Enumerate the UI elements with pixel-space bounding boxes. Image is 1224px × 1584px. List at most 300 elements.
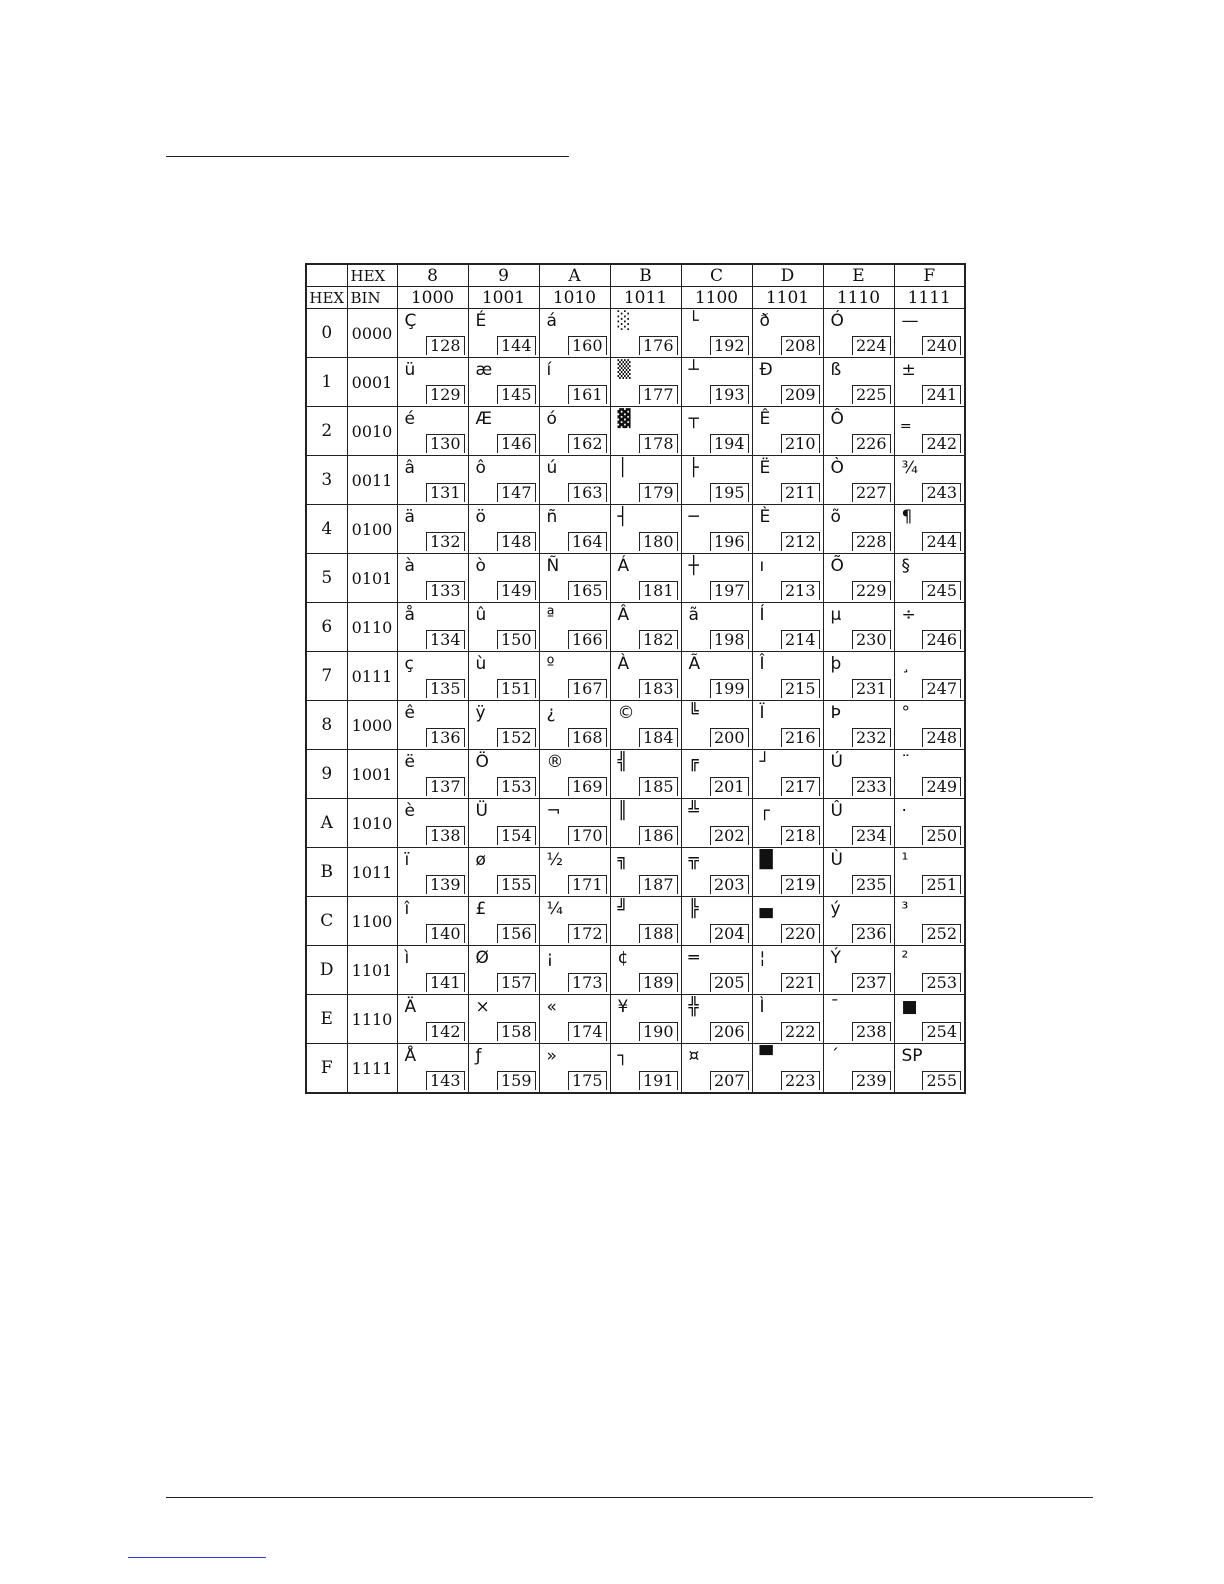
character-glyph: Û [830,801,843,821]
character-glyph: ù [475,654,487,674]
character-glyph: é [404,409,415,429]
decimal-code: 148 [497,532,536,551]
character-glyph: Đ [759,360,773,380]
character-glyph: ö [475,507,486,527]
decimal-code: 209 [781,385,820,404]
decimal-code: 220 [781,924,820,943]
decimal-code: 215 [781,679,820,698]
decimal-code: 180 [639,532,678,551]
character-glyph: ╦ [688,850,699,870]
char-cell [752,799,823,848]
decimal-code: 179 [639,483,678,502]
char-cell [397,946,468,995]
decimal-code: 147 [497,483,536,502]
character-glyph: ƒ [475,1046,482,1066]
decimal-code: 239 [852,1071,891,1090]
decimal-code: 228 [852,532,891,551]
char-cell [681,750,752,799]
decimal-code: 131 [426,483,465,502]
character-glyph: ú [546,458,558,478]
character-glyph: Á [617,556,630,576]
decimal-code: 167 [568,679,607,698]
char-cell [894,505,965,554]
character-glyph: Í [759,605,765,625]
char-cell [894,799,965,848]
decimal-code: 182 [639,630,678,649]
character-glyph: ╠ [688,899,699,919]
decimal-code: 202 [710,826,749,845]
table-row [306,309,965,358]
row-bin-label: 0000 [347,309,397,358]
char-cell [397,652,468,701]
decimal-code: 159 [497,1071,536,1090]
decimal-code: 188 [639,924,678,943]
table-row [306,505,965,554]
character-glyph: ═ [688,948,699,968]
character-glyph: ¹ [901,850,909,870]
char-cell [823,505,894,554]
decimal-code: 222 [781,1022,820,1041]
char-cell [752,848,823,897]
decimal-code: 175 [568,1071,607,1090]
decimal-code: 141 [426,973,465,992]
decimal-code: 164 [568,532,607,551]
table-row [306,701,965,750]
character-glyph: Þ [830,703,841,723]
row-hex-label: 8 [306,701,347,750]
char-cell [681,701,752,750]
table-row [306,799,965,848]
char-cell [610,750,681,799]
decimal-code: 218 [781,826,820,845]
code-page-table [305,263,966,1094]
character-glyph: ç [404,654,414,674]
column-bin-header: 1100 [681,287,752,309]
character-glyph: ì [404,948,410,968]
char-cell [610,358,681,407]
char-cell [894,456,965,505]
char-cell [539,358,610,407]
char-cell [894,701,965,750]
decimal-code: 168 [568,728,607,747]
decimal-code: 233 [852,777,891,796]
char-cell [823,554,894,603]
char-cell [752,750,823,799]
corner-hex-label: HEX [347,264,397,287]
char-cell [894,1044,965,1094]
column-bin-header: 1001 [468,287,539,309]
character-glyph: £ [475,899,487,919]
decimal-code: 197 [710,581,749,600]
char-cell [397,897,468,946]
row-bin-label: 1011 [347,848,397,897]
decimal-code: 236 [852,924,891,943]
decimal-code: 246 [922,630,961,649]
char-cell [681,1044,752,1094]
character-glyph: î [404,899,410,919]
column-bin-header: 1010 [539,287,610,309]
decimal-code: 254 [922,1022,961,1041]
character-glyph: ╬ [688,997,699,1017]
char-cell [539,456,610,505]
character-glyph: Ü [475,801,488,821]
decimal-code: 138 [426,826,465,845]
table-row [306,848,965,897]
character-glyph: ¦ [759,948,766,968]
decimal-code: 203 [710,875,749,894]
decimal-code: 200 [710,728,749,747]
char-cell [397,848,468,897]
table-row [306,603,965,652]
char-cell [681,652,752,701]
char-cell [894,603,965,652]
char-cell [539,701,610,750]
char-cell [752,652,823,701]
row-bin-label: 1001 [347,750,397,799]
char-cell [468,603,539,652]
char-cell [539,505,610,554]
char-cell [397,505,468,554]
row-bin-label: 0111 [347,652,397,701]
character-glyph: Ý [830,948,841,968]
char-cell [397,701,468,750]
char-cell [823,946,894,995]
character-glyph: Ñ [546,556,560,576]
decimal-code: 240 [922,336,961,355]
decimal-code: 137 [426,777,465,796]
char-cell [468,358,539,407]
character-glyph: § [901,556,910,576]
decimal-code: 190 [639,1022,678,1041]
table-row [306,652,965,701]
table-row [306,897,965,946]
column-hex-header: D [752,264,823,287]
decimal-code: 198 [710,630,749,649]
char-cell [752,701,823,750]
char-cell [468,1044,539,1094]
column-hex-header: E [823,264,894,287]
char-cell [823,750,894,799]
character-glyph: ı [759,556,765,576]
character-glyph: Ê [759,409,771,429]
character-glyph: ² [901,948,909,968]
char-cell [397,309,468,358]
char-cell [894,554,965,603]
char-cell [752,505,823,554]
character-glyph: û [475,605,487,625]
char-cell [397,456,468,505]
decimal-code: 250 [922,826,961,845]
row-hex-header: HEX [306,287,347,309]
column-hex-header: A [539,264,610,287]
character-glyph: ╚ [688,703,699,723]
character-glyph: Ó [830,311,844,331]
decimal-code: 171 [568,875,607,894]
column-hex-header: F [894,264,965,287]
decimal-code: 133 [426,581,465,600]
decimal-code: 192 [710,336,749,355]
decimal-code: 150 [497,630,536,649]
character-glyph: ┤ [617,507,628,527]
character-glyph: ï [404,850,410,870]
table-row [306,946,965,995]
corner-bin-label: BIN [347,287,397,309]
decimal-code: 172 [568,924,607,943]
character-glyph: ╗ [617,850,628,870]
footer-link-underline [128,1557,266,1558]
character-glyph: ª [546,605,555,625]
decimal-code: 129 [426,385,465,404]
decimal-code: 130 [426,434,465,453]
character-glyph: Ï [759,703,765,723]
decimal-code: 176 [639,336,678,355]
char-cell [894,946,965,995]
column-bin-header: 1111 [894,287,965,309]
char-cell [681,456,752,505]
char-cell [539,1044,610,1094]
decimal-code: 199 [710,679,749,698]
decimal-code: 146 [497,434,536,453]
char-cell [681,799,752,848]
row-bin-label: 0110 [347,603,397,652]
character-glyph: × [475,997,490,1017]
char-cell [468,701,539,750]
character-glyph: ñ [546,507,558,527]
column-hex-header: 9 [468,264,539,287]
character-glyph: Ò [830,458,844,478]
row-bin-label: 1110 [347,995,397,1044]
char-cell [468,750,539,799]
char-cell [823,701,894,750]
decimal-code: 253 [922,973,961,992]
row-hex-label: 6 [306,603,347,652]
char-cell [681,897,752,946]
row-hex-label: F [306,1044,347,1094]
character-glyph: ð [759,311,770,331]
character-glyph: ¬ [546,801,561,821]
character-glyph: ¼ [546,899,563,919]
character-glyph: └ [688,311,699,331]
decimal-code: 185 [639,777,678,796]
character-glyph: ¶ [901,507,913,527]
decimal-code: 156 [497,924,536,943]
char-cell [894,407,965,456]
decimal-code: 219 [781,875,820,894]
decimal-code: 244 [922,532,961,551]
decimal-code: 225 [852,385,891,404]
char-cell [681,505,752,554]
char-cell [752,407,823,456]
decimal-code: 142 [426,1022,465,1041]
char-cell [610,701,681,750]
character-glyph: ô [475,458,486,478]
decimal-code: 163 [568,483,607,502]
char-cell [468,995,539,1044]
character-glyph: ® [546,752,564,772]
char-cell [468,456,539,505]
char-cell [894,897,965,946]
character-glyph: æ [475,360,493,380]
row-bin-label: 0101 [347,554,397,603]
char-cell [468,554,539,603]
char-cell [610,799,681,848]
char-cell [539,750,610,799]
character-glyph: ¨ [901,752,910,772]
decimal-code: 136 [426,728,465,747]
table-row [306,750,965,799]
character-glyph: ´ [830,1046,839,1066]
char-cell [539,848,610,897]
char-cell [397,358,468,407]
decimal-code: 248 [922,728,961,747]
char-cell [468,799,539,848]
char-cell [681,603,752,652]
decimal-code: 226 [852,434,891,453]
character-glyph: ë [404,752,415,772]
column-bin-header: 1011 [610,287,681,309]
decimal-code: 201 [710,777,749,796]
table-row [306,554,965,603]
character-glyph: SP [901,1046,923,1066]
character-glyph: Ø [475,948,489,968]
char-cell [752,1044,823,1094]
character-glyph: ╣ [617,752,628,772]
char-cell [610,603,681,652]
character-glyph: Ë [759,458,771,478]
char-cell [894,309,965,358]
character-glyph: — [901,311,919,331]
character-glyph: è [404,801,415,821]
char-cell [681,309,752,358]
row-hex-label: 1 [306,358,347,407]
character-glyph: ¾ [901,458,918,478]
decimal-code: 145 [497,385,536,404]
char-cell [539,799,610,848]
character-glyph: ├ [688,458,699,478]
char-cell [397,750,468,799]
char-cell [752,358,823,407]
decimal-code: 206 [710,1022,749,1041]
character-glyph: ¤ [688,1046,700,1066]
character-glyph: ³ [901,899,909,919]
character-glyph: ÷ [901,605,916,625]
character-glyph: ü [404,360,416,380]
decimal-code: 204 [710,924,749,943]
decimal-code: 210 [781,434,820,453]
character-glyph: ß [830,360,842,380]
character-glyph: ó [546,409,557,429]
char-cell [823,848,894,897]
character-glyph: ¡ [546,948,554,968]
character-glyph: ■ [901,997,918,1017]
decimal-code: 155 [497,875,536,894]
char-cell [610,848,681,897]
row-hex-label: 7 [306,652,347,701]
decimal-code: 193 [710,385,749,404]
decimal-code: 187 [639,875,678,894]
char-cell [468,897,539,946]
character-glyph: Æ [475,409,493,429]
char-cell [752,603,823,652]
row-hex-label: 4 [306,505,347,554]
decimal-code: 231 [852,679,891,698]
character-glyph: ± [901,360,916,380]
decimal-code: 154 [497,826,536,845]
row-bin-label: 0100 [347,505,397,554]
character-glyph: å [404,605,415,625]
char-cell [681,407,752,456]
decimal-code: 161 [568,385,607,404]
char-cell [397,995,468,1044]
char-cell [752,309,823,358]
row-hex-label: 3 [306,456,347,505]
row-hex-label: A [306,799,347,848]
char-cell [539,554,610,603]
character-glyph: ┴ [688,360,699,380]
char-cell [894,995,965,1044]
decimal-code: 149 [497,581,536,600]
character-glyph: ‗ [901,409,910,429]
decimal-code: 174 [568,1022,607,1041]
decimal-code: 135 [426,679,465,698]
decimal-code: 249 [922,777,961,796]
char-cell [681,946,752,995]
character-glyph: ¸ [901,654,910,674]
decimal-code: 212 [781,532,820,551]
char-cell [894,358,965,407]
decimal-code: 194 [710,434,749,453]
char-cell [610,946,681,995]
char-cell [823,995,894,1044]
row-bin-label: 0001 [347,358,397,407]
character-glyph: · [901,801,907,821]
char-cell [468,652,539,701]
row-hex-label: D [306,946,347,995]
character-glyph: ┐ [617,1046,628,1066]
decimal-code: 162 [568,434,607,453]
decimal-code: 245 [922,581,961,600]
character-glyph: Ô [830,409,844,429]
char-cell [823,456,894,505]
decimal-code: 229 [852,581,891,600]
character-glyph: º [546,654,555,674]
decimal-code: 232 [852,728,891,747]
character-glyph: à [404,556,415,576]
row-bin-label: 1000 [347,701,397,750]
character-glyph: þ [830,654,842,674]
char-cell [681,995,752,1044]
table-row [306,1044,965,1094]
char-cell [468,407,539,456]
character-glyph: õ [830,507,841,527]
char-cell [539,603,610,652]
character-glyph: ┬ [688,409,699,429]
character-glyph: ░ [617,311,631,331]
decimal-code: 208 [781,336,820,355]
character-glyph: â [404,458,415,478]
char-cell [823,603,894,652]
character-glyph: Ç [404,311,417,331]
table-row [306,358,965,407]
char-cell [539,652,610,701]
decimal-code: 214 [781,630,820,649]
character-glyph: ý [830,899,841,919]
char-cell [823,1044,894,1094]
decimal-code: 255 [922,1071,961,1090]
table-row [306,995,965,1044]
row-hex-label: 5 [306,554,347,603]
char-cell [681,554,752,603]
